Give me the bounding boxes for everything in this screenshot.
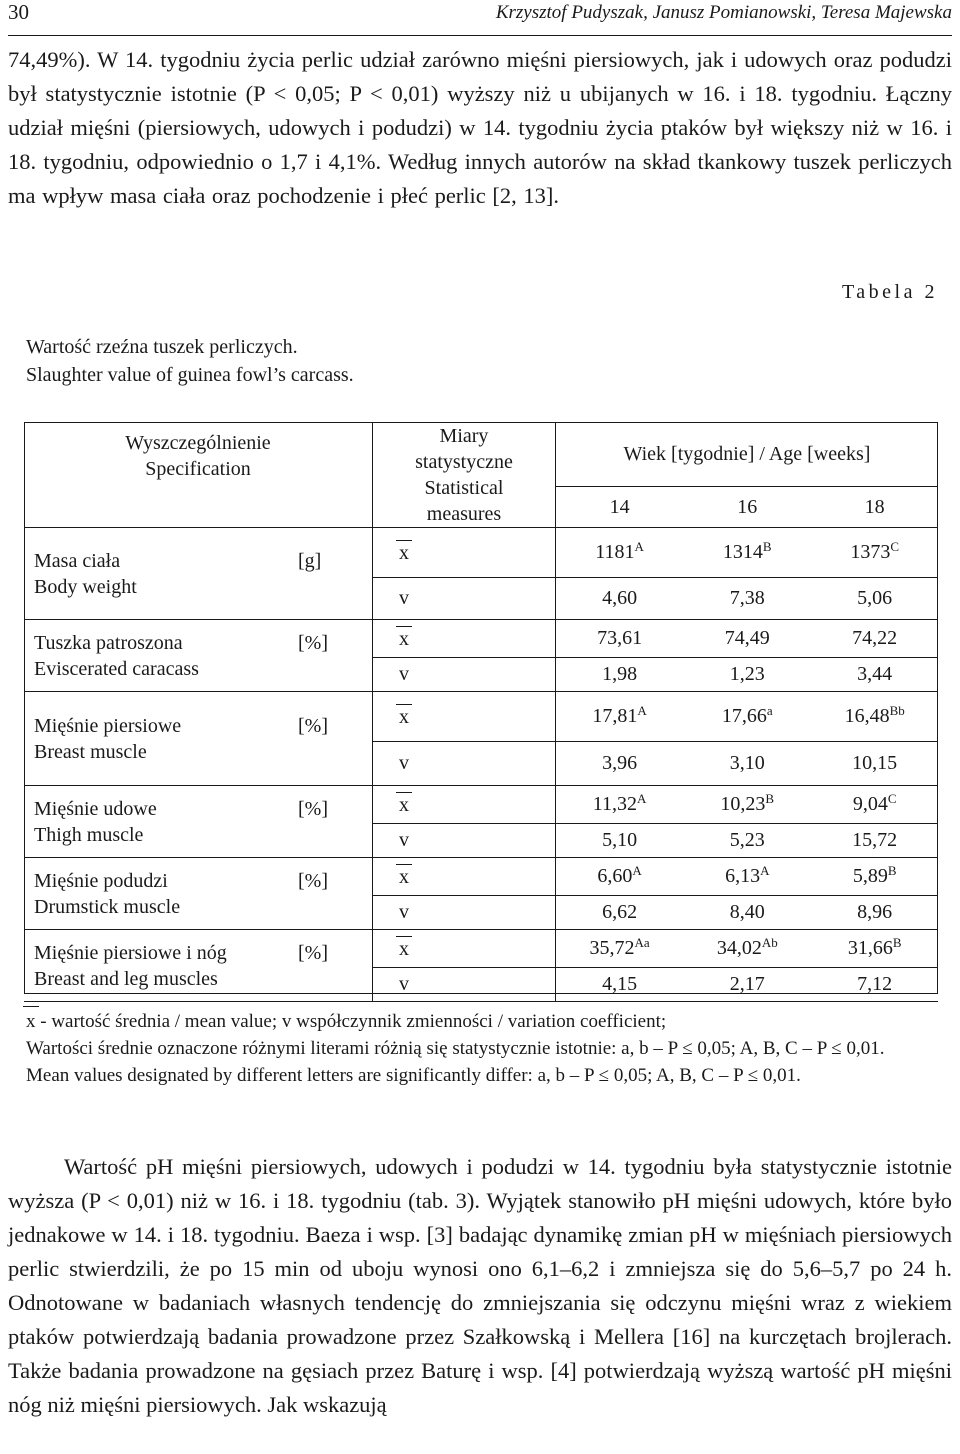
mean-symbol: x [399,794,409,816]
significance-letter: Aa [634,935,650,950]
measure-mean [373,692,556,742]
significance-letter: C [887,791,897,806]
mean-value-week-14 [556,858,684,896]
row-label-en: Thigh muscle [34,823,144,846]
row-label-pl: Mięśnie podudzi [34,869,168,892]
table-row [24,786,938,824]
significance-letter: B [765,791,775,806]
row-unit: [%] [298,631,328,654]
mean-value-week-16 [683,528,811,578]
cv-value-week-14: 6,62 [556,896,684,930]
row-label-en: Body weight [34,575,137,598]
significance-letter: Bb [889,703,905,718]
significance-letter: A [632,863,642,878]
mean-value-week-18 [811,930,938,968]
header-measures-line: statystyczne [415,450,513,473]
significance-letter: B [892,935,902,950]
mean-value-week-16 [683,930,811,968]
mean-value: 17,81 [592,705,638,727]
header-week-14: 14 [556,487,684,528]
row-unit: [g] [298,549,322,572]
row-label-en: Breast muscle [34,740,147,763]
mean-value: 35,72 [589,937,635,959]
header-week-18: 18 [811,487,938,528]
mean-value-week-16 [683,620,811,658]
mean-value-week-14 [556,692,684,742]
row-unit: [%] [298,941,328,964]
significance-letter: A [637,703,647,718]
mean-value-week-18 [811,528,938,578]
mean-value-week-16 [683,692,811,742]
mean-value: 73,61 [597,627,643,649]
measure-cv: v [373,824,556,858]
cv-value-week-18: 3,44 [811,658,938,692]
row-label-pl: Mięśnie piersiowe [34,714,182,737]
mean-value: 31,66 [847,937,893,959]
measure-mean [373,620,556,658]
header-specification [24,422,373,528]
body-paragraph: Wartość pH mięśni piersiowych, udowych i podudzi w 14. tygodniu była statystycznie istotnie wyższa (P < 0,01) niż w 16. i 18. tygodniu (tab. 3). Wyjątek stanowiło pH mięśni udowych, które było jednakowe w 14. i 18. tygodniu. Baeza i wsp. [3] badając dynamikę zmian pH w mięśniach piersiowych perlic stwierdzili, że po 15 min od uboju wynosi ono 6,1–6,2 i zmniejsza się do 5,6–5,7 po 24 h. Odnotowane w badaniach własnych tendencję do zmniejszania się odczynu mięśni wraz z wiekiem ptaków potwierdzają badania prowadzone przez Szałkowską i Mellera [16] na kurczętach brojlerach. Także badania prowadzone na gęsiach przez Baturę i wsp. [4] potwierdzają wyższą wartość pH mięśni nóg niż mięśni piersiowych. Jak wskazują [8,1154,952,1417]
mean-value: 34,02 [716,937,762,959]
significance-letter: Ab [761,935,778,950]
footnote-legend [26,1006,946,1035]
table-row [24,692,938,742]
row-label [24,858,373,930]
cv-value-week-16: 1,23 [683,658,811,692]
mean-symbol: x [399,706,409,728]
mean-value-week-18 [811,692,938,742]
table-row [24,858,938,896]
mean-symbol: x [399,938,409,960]
measure-cv: v [373,896,556,930]
significance-letter: C [890,539,899,554]
cv-value-week-18: 10,15 [811,742,938,786]
table-row [24,528,938,578]
row-label-pl: Mięśnie udowe [34,797,157,820]
header-measures-line: measures [426,502,502,525]
cv-value-week-16: 5,23 [683,824,811,858]
table-footnotes [26,1006,946,1089]
mean-value-week-16 [683,858,811,896]
cv-value-week-16: 2,17 [683,968,811,1002]
page-number: 30 [8,0,29,24]
mean-value-week-14 [556,786,684,824]
cv-value-week-16: 3,10 [683,742,811,786]
table-row [24,930,938,968]
header-measures-line: Miary [439,424,489,447]
mean-value: 9,04 [852,793,888,815]
mean-value: 1373 [850,541,891,563]
cv-value-week-14: 3,96 [556,742,684,786]
mean-value: 6,13 [725,865,761,887]
cv-value-week-18: 8,96 [811,896,938,930]
row-label-en: Drumstick muscle [34,895,181,918]
mean-value-week-18 [811,620,938,658]
mean-value: 74,49 [724,627,770,649]
cv-value-week-14: 1,98 [556,658,684,692]
row-unit: [%] [298,714,328,737]
mean-value-week-16 [683,786,811,824]
measure-mean [373,858,556,896]
mean-value: 6,60 [597,865,633,887]
mean-value-week-14 [556,620,684,658]
cv-value-week-18: 5,06 [811,578,938,620]
row-label [24,930,373,1002]
table-caption-en: Slaughter value of guinea fowl’s carcass. [26,364,354,386]
mean-symbol: x [399,542,409,564]
cv-value-week-16: 8,40 [683,896,811,930]
mean-value: 5,89 [852,865,888,887]
measure-cv: v [373,658,556,692]
row-label [24,528,373,620]
running-head-authors: Krzysztof Pudyszak, Janusz Pomianowski, Teresa Majewska [495,2,952,23]
slaughter-value-table [24,422,938,1002]
row-label-en: Breast and leg muscles [34,967,218,990]
mean-value: 74,22 [852,627,898,649]
row-label [24,786,373,858]
mean-symbol: x [399,628,409,650]
row-label [24,692,373,786]
footnote-legend-text: - wartość średnia / mean value; v współczynnik zmienności / variation coefficient; [35,1011,667,1032]
header-spec-en: Specification [145,457,251,480]
table-row [24,620,938,658]
cv-value-week-14: 4,15 [556,968,684,1002]
footnote-significance-pl: Wartości średnie oznaczone różnymi literami różnią się statystycznie istotnie: a, b – P ≤ 0,05; A, B, C – P ≤ 0,01. [26,1038,885,1059]
significance-letter: A [637,791,647,806]
mean-symbol: x [399,866,409,888]
header-age: Wiek [tygodnie] / Age [weeks] [556,422,939,487]
row-label [24,620,373,692]
row-label-en: Eviscerated caracass [34,657,199,680]
header-measures [373,422,556,528]
row-unit: [%] [298,869,328,892]
measure-cv: v [373,742,556,786]
mean-value: 17,66 [721,705,767,727]
significance-letter: B [762,539,772,554]
cv-value-week-16: 7,38 [683,578,811,620]
row-unit: [%] [298,797,328,820]
mean-value: 11,32 [592,793,638,815]
measure-cv: v [373,968,556,1002]
mean-value-week-18 [811,786,938,824]
measure-mean [373,786,556,824]
cv-value-week-18: 15,72 [811,824,938,858]
measure-cv: v [373,578,556,620]
cv-value-week-14: 4,60 [556,578,684,620]
mean-symbol: x [26,1006,36,1035]
header-spec-pl: Wyszczególnienie [125,431,271,454]
mean-value: 16,48 [844,705,890,727]
cv-value-week-14: 5,10 [556,824,684,858]
significance-letter: B [887,863,897,878]
header-measures-line: Statistical [424,476,504,499]
table-label: Tabela 2 [841,281,938,303]
mean-value-week-14 [556,930,684,968]
table-caption-pl: Wartość rzeźna tuszek perliczych. [26,336,298,358]
row-label-pl: Mięśnie piersiowe i nóg [34,941,227,964]
header-week-16: 16 [683,487,811,528]
intro-paragraph: 74,49%). W 14. tygodniu życia perlic udział zarówno mięśni piersiowych, jak i udowych oraz podudzi był statystycznie istotnie (P < 0,05; P < 0,01) wyższy niż u ubijanych w 16. i 18. tygodniu. Łączny udział mięśni (piersiowych, udowych i podudzi) w 14. tygodniu życia ptaków był większy niż w 16. i 18. tygodniu, odpowiednio o 1,7 i 4,1%. Według innych autorów na skład tkankowy tuszek perliczych ma wpływ masa ciała oraz pochodzenie i płeć perlic [2, 13]. [8,47,952,208]
mean-value: 10,23 [720,793,766,815]
significance-letter: A [760,863,770,878]
significance-letter: a [766,703,773,718]
mean-value: 1314 [722,541,763,563]
significance-letter: A [634,539,644,554]
mean-value-week-14 [556,528,684,578]
mean-value-week-18 [811,858,938,896]
row-label-pl: Tuszka patroszona [34,631,183,654]
footnote-significance-en: Mean values designated by different letters are significantly differ: a, b – P ≤ 0,05; A, B, C – P ≤ 0,01. [26,1065,801,1086]
row-label-pl: Masa ciała [34,549,121,572]
mean-value: 1181 [595,541,635,563]
page-header [8,0,952,30]
measure-mean [373,930,556,968]
cv-value-week-18: 7,12 [811,968,938,1002]
header-rule [8,35,952,36]
measure-mean [373,528,556,578]
